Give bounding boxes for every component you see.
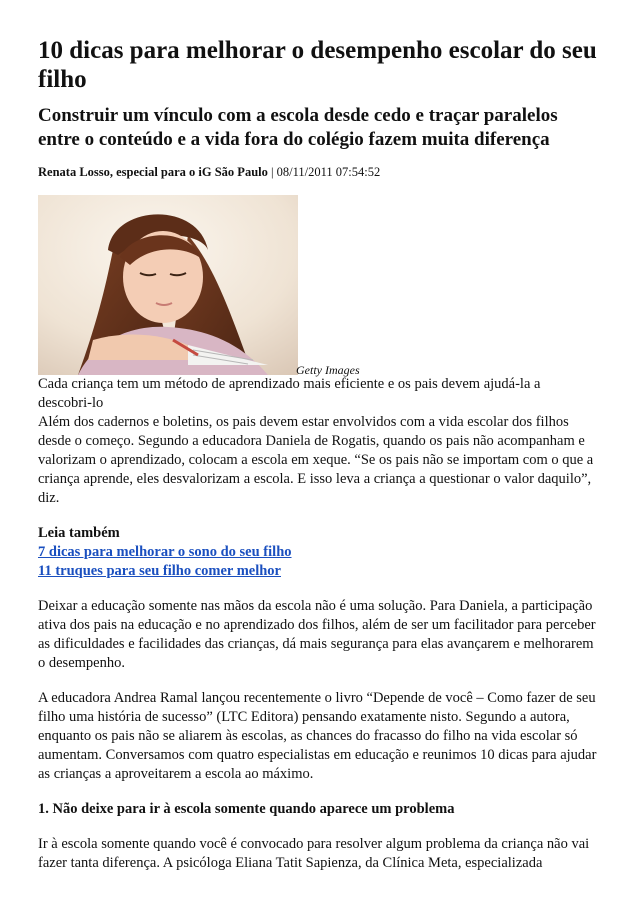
article-photo <box>38 195 298 375</box>
byline <box>38 164 598 180</box>
photo-credit: Getty Images <box>296 363 360 377</box>
related-link-comer[interactable]: 11 truques para seu filho comer melhor <box>38 563 281 579</box>
author: Renata Losso, especial para o iG São Paulo <box>38 165 268 179</box>
girl-studying-image <box>38 195 298 375</box>
publish-date: | 08/11/2011 07:54:52 <box>271 165 381 179</box>
section-1-text: Ir à escola somente quando você é convocado para resolver algum problema da criança não vai fazer tanta diferença. A psicóloga Eliana Tatit Sapienza, da Clínica Meta, especializada <box>38 836 590 871</box>
related-links <box>38 543 598 581</box>
leia-tambem-heading: Leia também <box>38 525 120 541</box>
body-paragraph: Deixar a educação somente nas mãos da escola não é uma solução. Para Daniela, a participação ativa dos pais na educação e no aprendizado dos filhos, além de ser um facilitador para perceber as dificuldades e facilidades das crianças, dá mais segurança para elas avançarem e melhorarem o desempenho. <box>38 598 596 671</box>
section-heading-1: 1. Não deixe para ir à escola somente quando aparece um problema <box>38 801 455 817</box>
body-paragraph: Além dos cadernos e boletins, os pais devem estar envolvidos com a vida escolar dos filhos desde o começo. Segundo a educadora Daniela de Rogatis, quando os pais não acompanham e valorizam o aprendizado, colocam a escola em xeque. “Se os pais não se importam com o que a criança aprende, eles desvalorizam a escola. E isso leva a criança a questionar o valor daquilo”, diz. <box>38 414 594 506</box>
photo-caption: Cada criança tem um método de aprendizado mais eficiente e os pais devem ajudá-la a descobri-lo <box>38 376 541 411</box>
body-paragraph: A educadora Andrea Ramal lançou recentemente o livro “Depende de você – Como fazer de seu filho uma história de sucesso” (LTC Editora) pensando exatamente nisto. Segundo a autora, enquanto os pais não se aliarem às escolas, as chances do fracasso do filho na vida escolar só aumentam. Conversamos com quatro especialistas em educação e reunimos 10 dicas para ajudar as crianças a aproveitarem a escola ao máximo. <box>38 690 597 782</box>
article-subtitle: Construir um vínculo com a escola desde cedo e traçar paralelos entre o conteúdo e a vida fora do colégio fazem muita diferença <box>38 105 558 150</box>
article-photo-block <box>38 195 363 375</box>
related-link-sono[interactable]: 7 dicas para melhorar o sono do seu filho <box>38 544 292 560</box>
article-title: 10 dicas para melhorar o desempenho escolar do seu filho <box>38 37 597 93</box>
